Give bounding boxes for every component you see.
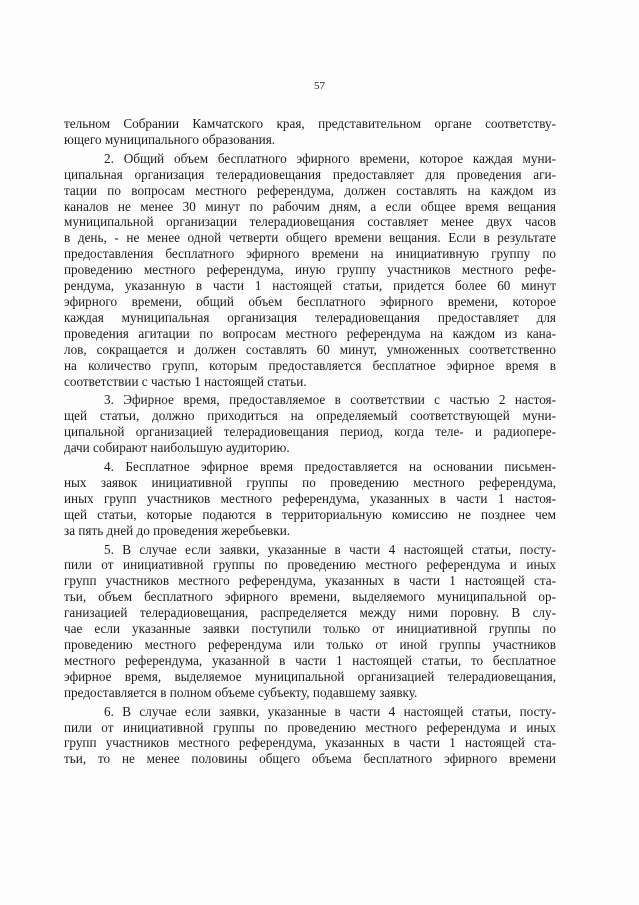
text-line: каждая муниципальная организация телерадиовещания предоставляет для	[64, 309, 556, 325]
document-body	[64, 116, 556, 767]
text-line: тьи, объем бесплатного эфирного времени, выделяемого муниципальной ор-	[64, 589, 556, 605]
text-line: в день, - не менее одной четверти общего времени вещания. Если в результате	[64, 230, 556, 246]
text-line: ципальная организация телерадиовещания предоставляет для проведения аги-	[64, 166, 556, 182]
text-line: эфирного времени, общий объем бесплатного эфирного времени, которое	[64, 293, 556, 309]
text-line: 6. В случае если заявки, указанные в части 4 настоящей статьи, посту-	[104, 703, 556, 719]
paragraph-item-3	[64, 392, 556, 456]
text-line: 5. В случае если заявки, указанные в части 4 настоящей статьи, посту-	[104, 541, 556, 557]
text-line: щей статьи, должно приходиться на определяемый соответствующей муни-	[64, 408, 556, 424]
text-line: каналов не менее 30 минут по рабочим дням, а если общее время вещания	[64, 198, 556, 214]
text-line: ганизацией телерадиовещания, распределяется между ними поровну. В слу-	[64, 605, 556, 621]
text-line: ных заявок инициативной группы по проведению местного референдума,	[64, 474, 556, 490]
text-line: дачи собирают наибольшую аудиторию.	[64, 440, 290, 456]
text-line: пили от инициативной группы по проведению местного референдума и иных	[64, 719, 556, 735]
paragraph-item-6	[64, 704, 556, 768]
text-line: пили от инициативной группы по проведению местного референдума и иных	[64, 557, 556, 573]
text-line: групп участников местного референдума, указанных в части 1 настоящей ста-	[64, 573, 556, 589]
text-line: проведению местного референдума или только от иной группы участников	[64, 637, 556, 652]
text-line: проведения агитации по вопросам местного референдума на каждом из кана-	[64, 325, 556, 341]
text-line: иных групп участников местного референдума, указанных в части 1 настоя-	[64, 490, 556, 506]
text-line: муниципальной организации телерадиовещания составляет менее двух часов	[64, 214, 556, 230]
text-line: тьи, то не менее половины общего объема бесплатного эфирного времени	[64, 751, 556, 767]
text-line: за пять дней до проведения жеребьевки.	[64, 522, 291, 538]
paragraph-item-4	[64, 459, 556, 539]
text-line: на количество групп, которым предоставляется бесплатное эфирное время в	[64, 357, 556, 373]
text-line: рендума, указанную в части 1 настоящей статьи, придется более 60 минут	[64, 278, 556, 294]
text-line: тельном Собрании Камчатского края, представительном органе соответству-	[64, 116, 556, 131]
text-line: групп участников местного референдума, указанных в части 1 настоящей ста-	[64, 735, 556, 751]
paragraph-item-2	[64, 151, 556, 390]
text-line: 3. Эфирное время, предоставляемое в соответствии с частью 2 настоя-	[104, 392, 556, 408]
text-line: предоставляется в полном объеме субъекту, подавшему заявку.	[64, 684, 418, 700]
paragraph-item-5	[64, 542, 556, 701]
text-line: чае если указанные заявки поступили только от инициативной группы по	[64, 621, 556, 637]
text-line: ципальной организацией телерадиовещания период, когда теле- и радиопере-	[64, 424, 556, 440]
paragraph-continuation	[64, 116, 556, 148]
text-line: ющего муниципального образования.	[64, 131, 276, 147]
text-line: 4. Бесплатное эфирное время предоставляется на основании письмен-	[104, 459, 556, 475]
text-line: лов, сокращается и должен составлять 60 минут, умноженных соответственно	[64, 341, 556, 357]
text-line: местного референдума, указанной в части 1 настоящей статьи, то бесплатное	[64, 652, 556, 668]
text-line: эфирное время, выделяемое муниципальной организацией телерадиовещания,	[64, 668, 556, 684]
text-line: соответствии с частью 1 настоящей статьи.	[64, 373, 307, 389]
text-line: проведению местного референдума, иную группу участников местного рефе-	[64, 262, 556, 278]
text-line: 2. Общий объем бесплатного эфирного времени, которое каждая муни-	[104, 150, 556, 166]
page-number: 57	[314, 80, 325, 92]
text-line: щей статьи, которые подаются в территориальную комиссию не позднее чем	[64, 506, 556, 522]
text-line: тации по вопросам местного референдума, должен составлять на каждом из	[64, 182, 556, 198]
text-line: предоставления бесплатного эфирного времени на инициативную группу по	[64, 246, 556, 262]
